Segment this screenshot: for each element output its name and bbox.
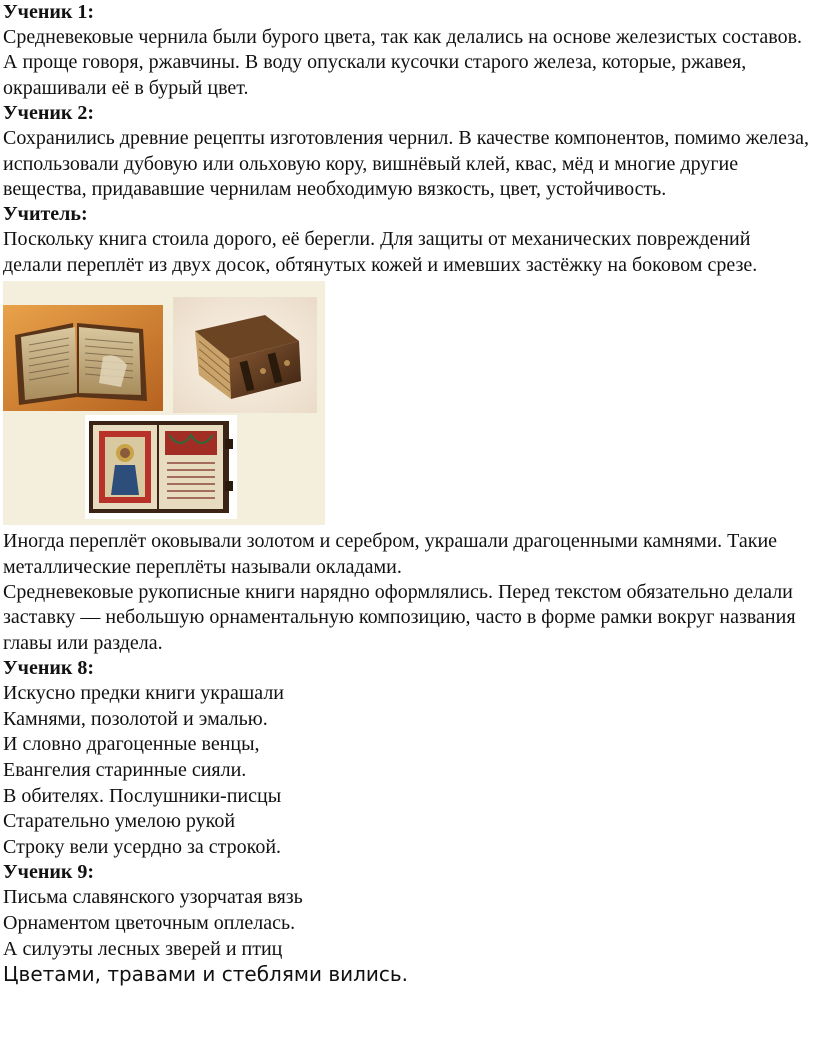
poem-line: Евангелия старинные сияли. (3, 759, 247, 782)
poem-line: Цветами, травами и стеблями вились. (3, 962, 409, 987)
poem-line: В обителях. Послушники-писцы (3, 784, 282, 807)
poem-line: Искусно предки книги украшали (3, 682, 285, 705)
speaker-label-1: Ученик 1: (3, 1, 95, 23)
poem-line: Старательно умелою рукой (3, 810, 236, 833)
speaker-label-2: Ученик 2: (3, 102, 95, 125)
paragraph-3: Поскольку книга стоила дорого, её берегли. Для защиты от механических повреждений делали переплёт из двух досок, обтянутых кожей и имевших застёжку на боковом срезе. (3, 228, 758, 276)
speaker-label-9: Ученик 9: (3, 861, 95, 884)
poem-line: А силуэты лесных зверей и птиц (3, 937, 283, 960)
book-photos-figure (3, 281, 325, 525)
speaker-label-8: Ученик 8: (3, 657, 95, 680)
paragraph-oklady: Иногда переплёт оковывали золотом и серебром, украшали драгоценными камнями. Такие металлические переплёты называли окладами. (3, 530, 778, 578)
document-page (3, 0, 813, 988)
poem-line: Строку вели усердно за строкой. (3, 835, 282, 858)
paragraph-zastavka: Средневековые рукописные книги нарядно оформлялись. Перед текстом обязательно делали заставку — небольшую орнаментальную композицию, часто в форме рамки вокруг названия главы или раздела. (3, 581, 796, 654)
poem-line: Орнаментом цветочным оплелась. (3, 912, 296, 935)
poem-line: И словно драгоценные венцы, (3, 733, 260, 756)
poem-line: Камнями, позолотой и эмалью. (3, 707, 268, 730)
leather-bound-book-photo (173, 297, 317, 413)
open-manuscript-photo (3, 305, 163, 411)
paragraph-1: Средневековые чернила были бурого цвета, так как делались на основе железистых составов. А проще говоря, ржавчины. В воду опускали кусочки старого железа, которые, ржавея, окрашивали её в бурый цвет. (3, 26, 803, 99)
poem-student-9 (3, 885, 813, 987)
illuminated-page-photo (85, 415, 237, 519)
speaker-label-teacher: Учитель: (3, 203, 88, 226)
paragraph-2: Сохранились древние рецепты изготовления чернил. В качестве компонентов, помимо железа, использовали дубовую или ольховую кору, вишнёвый клей, квас, мёд и многие другие вещества, придававшие чернилам необходимую вязкость, цвет, устойчивость. (3, 127, 810, 201)
poem-line: Письма славянского узорчатая вязь (3, 886, 303, 909)
poem-student-8 (3, 681, 813, 860)
